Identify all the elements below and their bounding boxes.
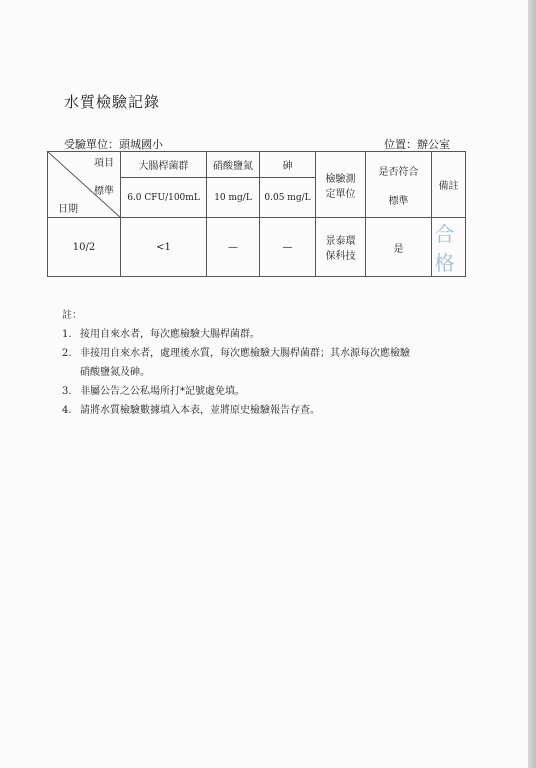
standard-coliform: 6.0 CFU/100mL	[121, 178, 207, 218]
note-text: 請將水質檢驗數據填入本表，並將原史檢驗報告存查。	[80, 405, 320, 416]
notes-list	[62, 325, 410, 420]
corner-standard-label: 標準	[94, 186, 114, 197]
col-header-remarks: 備註	[432, 152, 466, 218]
scan-page-edge	[528, 0, 536, 768]
notes-heading: 註：	[62, 310, 82, 321]
location: 位置：辦公室	[384, 138, 450, 151]
corner-header-cell	[48, 152, 121, 218]
corner-item-label: 項目	[94, 158, 114, 169]
corner-date-label: 日期	[58, 204, 78, 215]
compliance-header-line-1: 是否符合	[378, 166, 419, 178]
note-item	[62, 344, 410, 382]
note-number: 4.	[62, 405, 72, 416]
note-item	[62, 401, 410, 420]
col-header-nitrate: 硝酸鹽氮	[207, 152, 260, 178]
note-text-continued: 硝酸鹽氮及砷。	[80, 367, 150, 378]
note-text: 接用自來水者，每次應檢驗大腸桿菌群。	[80, 329, 260, 340]
notes-section	[62, 306, 410, 420]
note-text: 非屬公告之公私場所打*記號處免填。	[80, 386, 245, 397]
pass-stamp: 合格	[434, 222, 463, 275]
compliance-header-line-2: 標準	[388, 195, 409, 207]
note-number: 3.	[62, 386, 72, 397]
inspected-unit: 受驗單位：頭城國小	[64, 138, 163, 151]
row-lab-value	[316, 218, 366, 277]
document-title: 水質檢驗記錄	[64, 93, 161, 111]
lab-line-2: 保科技	[325, 251, 356, 262]
row-arsenic-value: —	[260, 218, 316, 277]
note-number: 1.	[62, 329, 72, 340]
note-text: 非接用自來水者，處理後水質，每次應檢驗大腸桿菌群；其水源每次應檢驗	[80, 348, 410, 359]
row-nitrate-value: —	[207, 218, 260, 277]
note-number: 2.	[62, 348, 72, 359]
row-compliance-value: 是	[366, 218, 432, 277]
col-header-coliform: 大腸桿菌群	[121, 152, 207, 178]
note-item	[62, 325, 410, 344]
standard-nitrate: 10 mg/L	[207, 178, 260, 218]
lab-header-line-2: 定單位	[325, 188, 356, 200]
lab-header-line-1: 檢驗測	[325, 173, 356, 185]
row-coliform-value: <1	[121, 218, 207, 277]
row-remarks-value	[432, 218, 466, 277]
water-quality-table	[47, 151, 466, 277]
col-header-arsenic: 砷	[260, 152, 316, 178]
note-item	[62, 382, 410, 401]
row-date: 10/2	[48, 218, 121, 277]
lab-line-1: 景泰環	[325, 236, 356, 247]
col-header-lab	[316, 152, 366, 218]
standard-arsenic: 0.05 mg/L	[260, 178, 316, 218]
col-header-compliance	[366, 152, 432, 218]
